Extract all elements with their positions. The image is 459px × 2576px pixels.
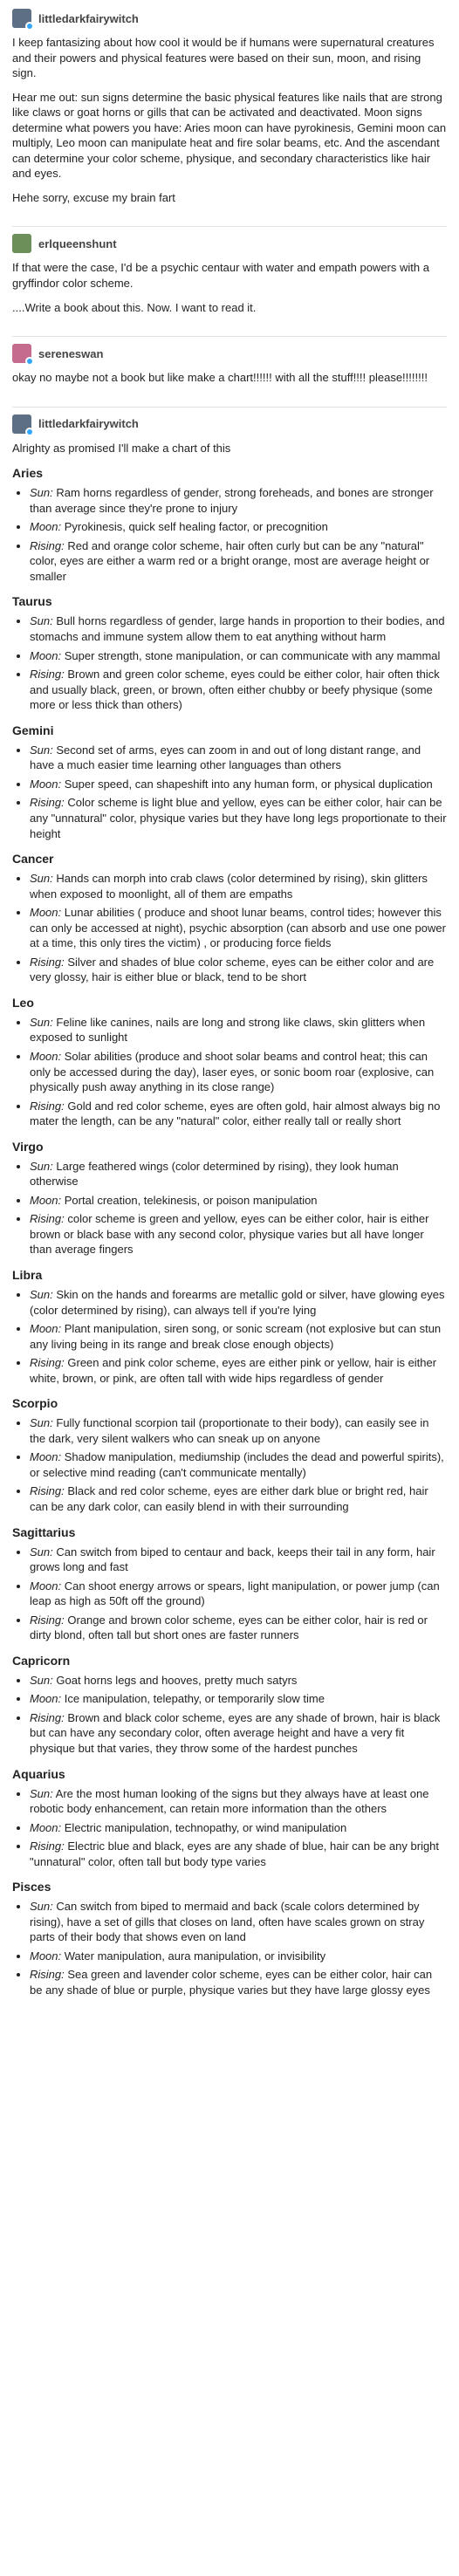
sign-heading: Virgo <box>12 1139 44 1154</box>
post-header <box>12 9 447 28</box>
trait-text: Solar abilities (produce and shoot solar beams and control heat; this can only be accessed during the day), laser eyes, or sonic boom roar (explosive, can physically push away anything in its close range) <box>30 1049 435 1094</box>
sign-trait-list <box>30 1159 447 1257</box>
trait-text: Hands can morph into crab claws (color determined by rising), skin glitters when exposed to moonlight, all of them are empaths <box>30 872 428 901</box>
trait-label: Sun: <box>30 1786 53 1800</box>
trait-text: Large feathered wings (color determined by rising), they look human otherwise <box>30 1159 399 1189</box>
sign-trait-list <box>30 1287 447 1386</box>
trait-label: Rising: <box>30 1212 65 1226</box>
post-header <box>12 414 447 434</box>
trait-label: Moon: <box>30 1450 62 1464</box>
trait-item-sun <box>30 1545 447 1575</box>
trait-label: Rising: <box>30 1484 65 1498</box>
trait-item-moon <box>30 1691 447 1707</box>
trait-text: Goat horns legs and hooves, pretty much satyrs <box>56 1673 298 1687</box>
trait-item-rising <box>30 667 447 713</box>
trait-label: Sun: <box>30 1900 53 1914</box>
trait-label: Rising: <box>30 1840 65 1853</box>
sign-trait-list <box>30 1545 447 1643</box>
trait-text: Pyrokinesis, quick self healing factor, or precognition <box>64 520 328 534</box>
trait-item-sun <box>30 1786 447 1817</box>
post-paragraph: Hear me out: sun signs determine the basic physical features like nails that are strong like claws or goat horns or gills that can be activated and deactivated. Moon signs determine what powers you have: Aries moon can have pyrokinesis, Gemini moon can multiply, Leo moon can manipulate heat and fire solar beams, etc. And the ascendant can determine your color scheme, physique, and secondary characteristics like hair and eyes. <box>12 90 447 181</box>
trait-label: Moon: <box>30 1579 62 1593</box>
trait-label: Rising: <box>30 538 65 552</box>
sign-trait-list <box>30 1899 447 1997</box>
trait-text: Skin on the hands and forearms are metallic gold or silver, have glowing eyes (color determined by rising), can always tell if you're lying <box>30 1287 445 1317</box>
trait-text: Feline like canines, nails are long and strong like claws, skin glitters when exposed to sunlight <box>30 1015 426 1045</box>
trait-item-moon <box>30 1049 447 1095</box>
trait-label: Sun: <box>30 614 53 628</box>
post-header <box>12 344 447 363</box>
trait-item-rising <box>30 795 447 841</box>
trait-text: Fully functional scorpion tail (proportionate to their body), can easily see in the dark, very silent walkers who can sneak up on anyone <box>30 1416 429 1445</box>
trait-text: Can switch from biped to mermaid and back (scale colors determined by rising), have a set of gills that closes on land, often have scales grown on stray parts of their body that shows even on land <box>30 1900 425 1944</box>
trait-text: Super speed, can shapeshift into any human form, or physical duplication <box>64 777 433 791</box>
trait-label: Moon: <box>30 1193 62 1207</box>
trait-item-moon <box>30 519 447 535</box>
trait-item-moon <box>30 648 447 664</box>
trait-item-sun <box>30 485 447 516</box>
trait-text: Second set of arms, eyes can zoom in and out of long distant range, and have a much easier time learning other languages than others <box>30 743 421 772</box>
sign-heading: Scorpio <box>12 1396 58 1411</box>
trait-text: Plant manipulation, siren song, or sonic scream (not explosive but can stun any living being in its range and break close enough objects) <box>30 1322 442 1351</box>
trait-label: Rising: <box>30 796 65 810</box>
sign-trait-list <box>30 871 447 985</box>
trait-item-sun <box>30 1015 447 1045</box>
trait-item-rising <box>30 1211 447 1257</box>
sign-heading: Libra <box>12 1267 43 1282</box>
sign-section <box>12 723 447 841</box>
post-paragraph: ....Write a book about this. Now. I want to read it. <box>12 300 257 314</box>
sign-heading: Gemini <box>12 723 54 737</box>
trait-text: Portal creation, telekinesis, or poison manipulation <box>64 1193 318 1207</box>
sign-trait-list <box>30 1786 447 1870</box>
trait-item-rising <box>30 538 447 585</box>
username[interactable]: littledarkfairywitch <box>38 11 139 25</box>
avatar[interactable] <box>12 234 31 253</box>
post-paragraph: If that were the case, I'd be a psychic centaur with water and empath powers with a gryffindor color scheme. <box>12 261 429 291</box>
post-paragraph: okay no maybe not a book but like make a chart!!!!!! with all the stuff!!!! please!!!!!!!! <box>12 371 428 385</box>
sign-section <box>12 1525 447 1643</box>
sign-heading: Aquarius <box>12 1766 65 1781</box>
trait-text: Lunar abilities ( produce and shoot lunar beams, control tides; however this can only be accessed at night), psychic absorption (can absorb and use one power at a time, this only tires the victim) , or producing force fields <box>30 906 446 950</box>
trait-label: Rising: <box>30 1710 65 1724</box>
sign-trait-list <box>30 743 447 841</box>
trait-item-moon <box>30 1820 447 1836</box>
trait-item-sun <box>30 1899 447 1945</box>
trait-label: Sun: <box>30 486 53 500</box>
sign-section <box>12 852 447 985</box>
sign-list <box>12 466 447 1997</box>
trait-text: Orange and brown color scheme, eyes can be either color, hair is red or dirty blond, often tall but short ones are faster runners <box>30 1613 428 1642</box>
trait-text: Ice manipulation, telepathy, or temporarily slow time <box>64 1692 325 1706</box>
trait-label: Sun: <box>30 1416 53 1430</box>
follow-badge-icon <box>25 428 34 436</box>
trait-label: Moon: <box>30 1322 62 1336</box>
trait-label: Rising: <box>30 1356 65 1370</box>
trait-label: Moon: <box>30 1820 62 1834</box>
trait-item-sun <box>30 1287 447 1318</box>
trait-text: Color scheme is light blue and yellow, eyes can be either color, hair can be any "unnatural" color, physique varies but they have long legs proportionate to their height <box>30 796 447 840</box>
trait-item-moon <box>30 777 447 792</box>
trait-item-sun <box>30 1159 447 1189</box>
sign-section <box>12 1767 447 1870</box>
sign-heading: Capricorn <box>12 1653 71 1668</box>
trait-item-moon <box>30 1579 447 1609</box>
trait-label: Sun: <box>30 872 53 886</box>
trait-label: Sun: <box>30 1673 53 1687</box>
trait-label: Rising: <box>30 955 65 969</box>
trait-item-rising <box>30 1710 447 1757</box>
trait-label: Sun: <box>30 1545 53 1559</box>
trait-text: Electric blue and black, eyes are any shade of blue, hair can be any bright "unnatural" color, often tall but body type varies <box>30 1840 440 1868</box>
trait-item-moon <box>30 1321 447 1352</box>
username[interactable]: erlqueenshunt <box>38 236 117 250</box>
sign-trait-list <box>30 485 447 584</box>
sign-section <box>12 996 447 1129</box>
trait-item-rising <box>30 1099 447 1129</box>
trait-label: Moon: <box>30 1692 62 1706</box>
trait-item-sun <box>30 1415 447 1446</box>
trait-item-sun <box>30 871 447 901</box>
sign-trait-list <box>30 613 447 712</box>
trait-item-sun <box>30 743 447 773</box>
trait-text: Black and red color scheme, eyes are either dark blue or bright red, hair can be any dark color, can easily blend in with their surrounding <box>30 1484 428 1513</box>
trait-text: Gold and red color scheme, eyes are often gold, hair almost always big no mater the length, can be any "natural" color, either really tall or really short <box>30 1099 441 1128</box>
trait-label: Moon: <box>30 1949 62 1963</box>
sign-section <box>12 466 447 584</box>
trait-item-rising <box>30 955 447 985</box>
post-header <box>12 234 447 253</box>
trait-text: color scheme is green and yellow, eyes can be either color, hair is either brown or black base with any second color, physique varies but all have longer than average fingers <box>30 1212 429 1257</box>
sign-section <box>12 1880 447 1997</box>
avatar[interactable] <box>12 344 31 363</box>
sign-section <box>12 1396 447 1514</box>
post-paragraph: Hehe sorry, excuse my brain fart <box>12 190 175 204</box>
trait-text: Ram horns regardless of gender, strong foreheads, and bones are stronger than average since they're prone to injury <box>30 486 434 515</box>
trait-label: Rising: <box>30 668 65 682</box>
divider <box>12 407 447 408</box>
trait-label: Sun: <box>30 1159 53 1173</box>
trait-text: Water manipulation, aura manipulation, or invisibility <box>64 1949 326 1963</box>
username[interactable]: sereneswan <box>38 346 104 360</box>
trait-label: Rising: <box>30 1613 65 1627</box>
sign-section <box>12 594 447 712</box>
follow-badge-icon <box>25 22 34 31</box>
trait-text: Shadow manipulation, mediumship (includes the dead and powerful spirits), or selective mind reading (can't communicate mentally) <box>30 1450 444 1479</box>
trait-label: Sun: <box>30 1015 53 1029</box>
trait-text: Green and pink color scheme, eyes are either pink or yellow, hair is either white, brown, or pink, are often tall with wide hips regardless of gender <box>30 1356 437 1385</box>
trait-item-rising <box>30 1613 447 1643</box>
sign-trait-list <box>30 1015 447 1129</box>
trait-label: Rising: <box>30 1968 65 1982</box>
trait-item-rising <box>30 1355 447 1386</box>
trait-item-sun <box>30 613 447 644</box>
trait-text: Brown and green color scheme, eyes could be either color, hair often thick and usually black, green, or brown, often either chubby or beefy physique (some more or less thick than others) <box>30 668 440 712</box>
post-2 <box>12 234 447 329</box>
trait-item-rising <box>30 1967 447 1997</box>
trait-item-moon <box>30 1949 447 1964</box>
trait-text: Sea green and lavender color scheme, eyes can be either color, hair can be any shade of blue or purple, physique varies but they have large glossy eyes <box>30 1968 433 1997</box>
sign-heading: Aries <box>12 466 44 481</box>
trait-text: Red and orange color scheme, hair often curly but can be any "natural" color, eyes are either a warm red or a bright orange, most are average height or smaller <box>30 538 430 583</box>
trait-text: Electric manipulation, technopathy, or wind manipulation <box>64 1820 347 1834</box>
post-3 <box>12 344 447 400</box>
trait-item-rising <box>30 1839 447 1869</box>
avatar[interactable] <box>12 414 31 434</box>
username[interactable]: littledarkfairywitch <box>38 417 139 431</box>
trait-item-rising <box>30 1483 447 1514</box>
trait-label: Moon: <box>30 520 62 534</box>
trait-label: Moon: <box>30 906 62 920</box>
trait-item-moon <box>30 905 447 951</box>
post-paragraph: I keep fantasizing about how cool it would be if humans were supernatural creatures and their powers and physical features were based on their sun, moon, and rising sign. <box>12 36 435 80</box>
trait-item-moon <box>30 1449 447 1480</box>
trait-item-sun <box>30 1673 447 1689</box>
sign-section <box>12 1268 447 1386</box>
post-intro: Alrighty as promised I'll make a chart of this <box>12 441 231 455</box>
trait-label: Sun: <box>30 743 53 757</box>
trait-label: Rising: <box>30 1099 65 1113</box>
sign-section <box>12 1654 447 1757</box>
sign-section <box>12 1140 447 1257</box>
sign-heading: Cancer <box>12 852 54 867</box>
sign-trait-list <box>30 1673 447 1757</box>
trait-text: Can switch from biped to centaur and back, keeps their tail in any form, hair grows long and fast <box>30 1545 435 1574</box>
trait-text: Brown and black color scheme, eyes are any shade of brown, hair is black but can have any secondary color, often average height and have a very fit physique but that varies, they throw some of the hardest punches <box>30 1710 441 1756</box>
trait-text: Super strength, stone manipulation, or can communicate with any mammal <box>64 648 441 662</box>
divider <box>12 226 447 227</box>
post-1 <box>12 9 447 219</box>
trait-text: Silver and shades of blue color scheme, eyes can be either color and are very glossy, hair is either blue or black, tend to be short <box>30 955 435 984</box>
sign-heading: Leo <box>12 995 34 1010</box>
trait-label: Moon: <box>30 1049 62 1063</box>
trait-label: Moon: <box>30 777 62 791</box>
post-4 <box>12 414 447 2011</box>
sign-heading: Pisces <box>12 1880 51 1894</box>
trait-label: Sun: <box>30 1287 53 1301</box>
trait-item-moon <box>30 1193 447 1209</box>
sign-trait-list <box>30 1415 447 1514</box>
divider <box>12 336 447 337</box>
sign-heading: Taurus <box>12 594 52 609</box>
sign-heading: Sagittarius <box>12 1524 76 1539</box>
trait-text: Are the most human looking of the signs but they always have at least one robotic body enhancement, can retain more information than the others <box>30 1786 429 1816</box>
trait-text: Can shoot energy arrows or spears, light manipulation, or power jump (can leap as high as 50ft off the ground) <box>30 1579 440 1608</box>
trait-label: Moon: <box>30 648 62 662</box>
trait-text: Bull horns regardless of gender, large hands in proportion to their bodies, and stomachs and immune system allow them to eat anything without harm <box>30 614 445 644</box>
follow-badge-icon <box>25 357 34 366</box>
avatar[interactable] <box>12 9 31 28</box>
